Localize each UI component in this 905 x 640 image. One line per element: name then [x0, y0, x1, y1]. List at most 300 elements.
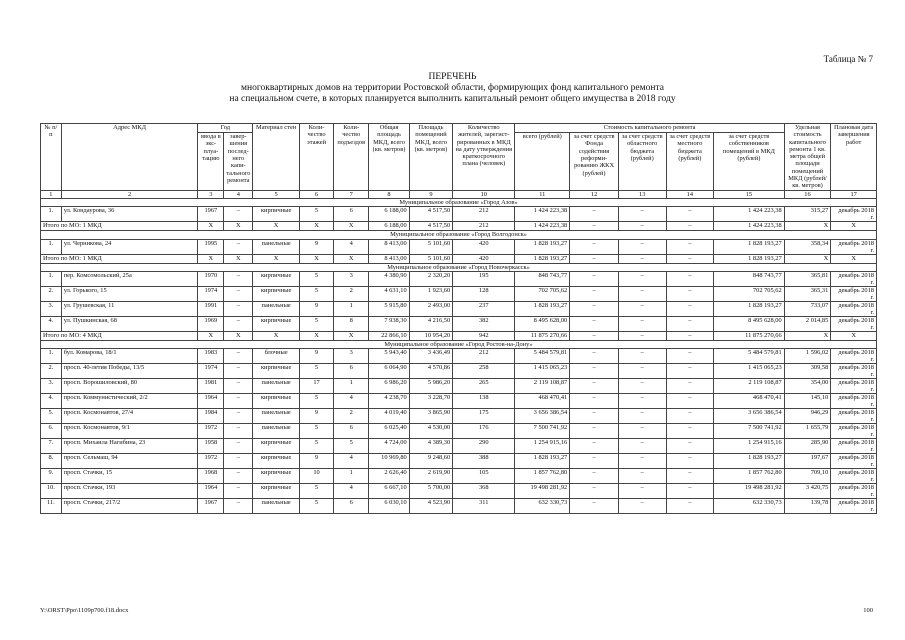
table-cell: 1995	[198, 239, 224, 254]
table-cell: 1 828 193,27	[714, 301, 785, 316]
table-cell: 4 523,90	[409, 499, 453, 514]
table-cell: 3	[334, 271, 369, 286]
total-cell: X	[831, 331, 877, 340]
table-row	[41, 439, 877, 454]
table-cell: 175	[453, 409, 515, 424]
column-number-cell: 14	[666, 190, 714, 198]
total-cell: –	[666, 254, 714, 263]
total-cell: X	[334, 331, 369, 340]
table-cell: –	[618, 499, 666, 514]
table-cell: 5.	[41, 409, 62, 424]
table-cell: –	[570, 484, 619, 499]
total-cell: X	[784, 331, 831, 340]
table-cell: 2.	[41, 364, 62, 379]
table-cell: просп. Космонавтов, 27/4	[61, 409, 198, 424]
table-row	[41, 409, 877, 424]
table-cell: 5	[299, 484, 333, 499]
table-cell: кирпичные	[253, 439, 300, 454]
total-cell: X	[831, 222, 877, 231]
table-cell: –	[224, 409, 253, 424]
table-cell: кирпичные	[253, 364, 300, 379]
total-cell: –	[618, 254, 666, 263]
table-cell: 1983	[198, 349, 224, 364]
table-header	[41, 124, 877, 191]
total-cell: –	[618, 222, 666, 231]
table-cell: ул. Черникова, 24	[61, 239, 198, 254]
table-cell: 2 119 108,87	[515, 379, 570, 394]
column-number-cell: 13	[618, 190, 666, 198]
table-cell: –	[618, 424, 666, 439]
table-row	[41, 499, 877, 514]
column-number-cell: 16	[784, 190, 831, 198]
table-cell: 105	[453, 469, 515, 484]
total-cell: 1 424 223,38	[515, 222, 570, 231]
table-cell: 6 188,00	[369, 207, 409, 222]
table-cell: 128	[453, 286, 515, 301]
table-cell: –	[666, 379, 714, 394]
table-cell: 1 254 915,16	[714, 439, 785, 454]
table-cell: просп. Сельмаш, 94	[61, 454, 198, 469]
total-cell: 5 101,60	[409, 254, 453, 263]
table-cell: 7 500 741,92	[515, 424, 570, 439]
column-number-cell: 6	[299, 190, 333, 198]
table-cell: –	[570, 286, 619, 301]
table-cell: –	[570, 207, 619, 222]
table-cell: 9	[299, 239, 333, 254]
header-address: Адрес МКД	[61, 124, 198, 191]
table-cell: 7.	[41, 439, 62, 454]
table-cell: 354,00	[784, 379, 831, 394]
total-cell: X	[299, 254, 333, 263]
table-cell: –	[224, 207, 253, 222]
table-cell: 1970	[198, 271, 224, 286]
table-cell: кирпичные	[253, 484, 300, 499]
table-cell: 1 857 762,80	[714, 469, 785, 484]
table-cell: 4 530,00	[409, 424, 453, 439]
total-cell: Итого по МО: 1 МКД	[41, 254, 198, 263]
table-cell: 4 570,86	[409, 364, 453, 379]
table-body	[41, 190, 877, 513]
table-cell: –	[618, 439, 666, 454]
table-row	[41, 364, 877, 379]
table-cell: 709,10	[784, 469, 831, 484]
municipality-name: Муниципальное образование «Город Азов»	[41, 198, 877, 206]
table-cell: –	[666, 454, 714, 469]
table-cell: 9	[299, 301, 333, 316]
table-cell: –	[618, 484, 666, 499]
header-cost-total: всего (рублей)	[515, 133, 570, 191]
table-cell: 4 724,00	[369, 439, 409, 454]
table-cell: 5	[299, 316, 333, 331]
table-cell: –	[570, 499, 619, 514]
table-cell: 6 986,20	[369, 379, 409, 394]
table-cell: декабрь 2018 г.	[831, 349, 877, 364]
table-cell: 11.	[41, 499, 62, 514]
header-year-built: ввода в экс-плуа-тацию	[198, 133, 224, 191]
table-cell: 265	[453, 379, 515, 394]
table-cell: 315,27	[784, 207, 831, 222]
table-cell: 420	[453, 239, 515, 254]
table-cell: –	[618, 207, 666, 222]
header-cost-group: Стоимость капитального ремонта	[515, 124, 784, 133]
table-cell: 1	[334, 379, 369, 394]
table-cell: 145,10	[784, 394, 831, 409]
table-cell: –	[666, 364, 714, 379]
table-cell: 848 743,77	[714, 271, 785, 286]
total-cell: X	[224, 331, 253, 340]
table-cell: –	[570, 301, 619, 316]
total-cell: 4 517,50	[409, 222, 453, 231]
table-cell: 5 700,00	[409, 484, 453, 499]
table-cell: 1.	[41, 271, 62, 286]
table-cell: 3	[334, 349, 369, 364]
header-wall: Материал стен	[253, 124, 300, 191]
table-cell: кирпичные	[253, 394, 300, 409]
table-cell: 6	[334, 499, 369, 514]
table-cell: 17	[299, 379, 333, 394]
table-cell: 4 380,90	[369, 271, 409, 286]
table-cell: 309,58	[784, 364, 831, 379]
table-cell: декабрь 2018 г.	[831, 316, 877, 331]
table-cell: –	[224, 439, 253, 454]
column-number-cell: 8	[369, 190, 409, 198]
table-cell: 7 938,30	[369, 316, 409, 331]
table-cell: –	[570, 424, 619, 439]
table-cell: 468 470,41	[515, 394, 570, 409]
table-cell: 1 424 223,38	[714, 207, 785, 222]
total-row	[41, 331, 877, 340]
table-cell: бул. Комарова, 18/1	[61, 349, 198, 364]
table-cell: 632 330,73	[515, 499, 570, 514]
total-cell: Итого по МО: 1 МКД	[41, 222, 198, 231]
total-cell: X	[334, 254, 369, 263]
table-cell: 9	[299, 349, 333, 364]
total-cell: –	[666, 331, 714, 340]
municipality-row	[41, 231, 877, 239]
table-cell: 4 517,50	[409, 207, 453, 222]
table-cell: –	[618, 349, 666, 364]
table-cell: 1 415 065,23	[714, 364, 785, 379]
table-cell: 5 484 579,81	[714, 349, 785, 364]
table-cell: 290	[453, 439, 515, 454]
table-cell: –	[618, 271, 666, 286]
header-num: № п/п	[41, 124, 62, 191]
municipality-name: Муниципальное образование «Город Ростов-на-Дону»	[41, 340, 877, 348]
table-cell: 1974	[198, 364, 224, 379]
table-cell: 1969	[198, 316, 224, 331]
table-cell: 3 656 386,54	[515, 409, 570, 424]
table-cell: 358,34	[784, 239, 831, 254]
table-row	[41, 379, 877, 394]
table-cell: –	[570, 454, 619, 469]
table-cell: декабрь 2018 г.	[831, 301, 877, 316]
total-cell: Итого по МО: 4 МКД	[41, 331, 198, 340]
table-cell: декабрь 2018 г.	[831, 207, 877, 222]
table-cell: просп. Космонавтов, 9/1	[61, 424, 198, 439]
table-cell: 1984	[198, 409, 224, 424]
table-cell: –	[618, 286, 666, 301]
total-cell: –	[666, 222, 714, 231]
total-cell: X	[198, 254, 224, 263]
total-cell: –	[570, 222, 619, 231]
table-cell: 2.	[41, 286, 62, 301]
table-cell: 6 025,40	[369, 424, 409, 439]
table-cell: 6.	[41, 424, 62, 439]
table-row	[41, 207, 877, 222]
table-cell: –	[618, 239, 666, 254]
table-cell: 4 389,30	[409, 439, 453, 454]
table-cell: –	[570, 394, 619, 409]
table-cell: –	[570, 409, 619, 424]
header-unit-cost: Удельная стоимость капитального ремонта 1 кв. метра общей площади помещений МКД (рублей/ кв. метров)	[784, 124, 831, 191]
table-cell: –	[224, 239, 253, 254]
table-cell: 702 705,62	[515, 286, 570, 301]
table-cell: –	[224, 379, 253, 394]
table-cell: декабрь 2018 г.	[831, 499, 877, 514]
table-cell: 1964	[198, 394, 224, 409]
table-cell: кирпичные	[253, 207, 300, 222]
table-cell: декабрь 2018 г.	[831, 424, 877, 439]
table-cell: 1 254 915,16	[515, 439, 570, 454]
table-cell: 1967	[198, 207, 224, 222]
column-number-cell: 15	[714, 190, 785, 198]
table-cell: просп. Коммунистический, 2/2	[61, 394, 198, 409]
table-cell: 2 619,90	[409, 469, 453, 484]
table-cell: –	[570, 271, 619, 286]
table-cell: –	[618, 301, 666, 316]
table-cell: –	[224, 301, 253, 316]
table-cell: 733,07	[784, 301, 831, 316]
table-row	[41, 454, 877, 469]
table-cell: панельные	[253, 409, 300, 424]
table-cell: просп. Ворошиловский, 80	[61, 379, 198, 394]
table-cell: –	[570, 239, 619, 254]
header-cost-regional: за счет средств областного бюджета (рублей)	[618, 133, 666, 191]
table-cell: –	[618, 316, 666, 331]
table-cell: 212	[453, 207, 515, 222]
table-cell: 138	[453, 394, 515, 409]
table-cell: кирпичные	[253, 316, 300, 331]
table-cell: панельные	[253, 379, 300, 394]
table-cell: 6 030,10	[369, 499, 409, 514]
table-cell: 237	[453, 301, 515, 316]
table-row	[41, 316, 877, 331]
total-cell: X	[299, 222, 333, 231]
table-row	[41, 469, 877, 484]
table-cell: 7 500 741,92	[714, 424, 785, 439]
total-cell: 8 413,00	[369, 254, 409, 263]
municipality-row	[41, 340, 877, 348]
table-cell: кирпичные	[253, 469, 300, 484]
table-cell: просп. Стачки, 15	[61, 469, 198, 484]
table-cell: кирпичные	[253, 271, 300, 286]
table-cell: 4	[334, 394, 369, 409]
table-cell: 632 330,73	[714, 499, 785, 514]
table-cell: 2 014,85	[784, 316, 831, 331]
table-cell: 382	[453, 316, 515, 331]
table-cell: 5	[299, 207, 333, 222]
total-cell: X	[224, 222, 253, 231]
table-cell: декабрь 2018 г.	[831, 379, 877, 394]
table-cell: 468 470,41	[714, 394, 785, 409]
total-cell: 1 828 193,27	[515, 254, 570, 263]
table-cell: 19 498 281,92	[714, 484, 785, 499]
column-number-cell: 3	[198, 190, 224, 198]
total-cell: –	[570, 254, 619, 263]
table-cell: панельные	[253, 499, 300, 514]
total-cell: 1 828 193,27	[714, 254, 785, 263]
total-cell: 11 875 270,66	[515, 331, 570, 340]
total-cell: X	[334, 222, 369, 231]
table-cell: 10.	[41, 484, 62, 499]
table-cell: –	[224, 286, 253, 301]
table-cell: –	[224, 484, 253, 499]
table-cell: –	[570, 364, 619, 379]
table-cell: –	[224, 469, 253, 484]
table-cell: 5 943,40	[369, 349, 409, 364]
table-cell: 8 413,00	[369, 239, 409, 254]
table-cell: 3 436,49	[409, 349, 453, 364]
table-cell: –	[666, 409, 714, 424]
table-cell: 1967	[198, 499, 224, 514]
table-cell: ул. Пушкинская, 68	[61, 316, 198, 331]
table-cell: декабрь 2018 г.	[831, 364, 877, 379]
table-cell: 5	[299, 439, 333, 454]
table-cell: панельные	[253, 424, 300, 439]
table-number-label: Таблица № 7	[823, 54, 873, 64]
table-cell: –	[570, 379, 619, 394]
table-cell: 1.	[41, 239, 62, 254]
table-cell: –	[666, 301, 714, 316]
table-row	[41, 484, 877, 499]
table-row	[41, 349, 877, 364]
table-cell: –	[224, 454, 253, 469]
table-cell: 311	[453, 499, 515, 514]
total-cell: 212	[453, 222, 515, 231]
total-cell: X	[253, 254, 300, 263]
table-cell: декабрь 2018 г.	[831, 469, 877, 484]
table-cell: –	[666, 239, 714, 254]
table-cell: 6	[334, 207, 369, 222]
table-cell: 2	[334, 286, 369, 301]
table-cell: 4 216,50	[409, 316, 453, 331]
header-residents: Количество жителей, зарегист-рированных в МКД на дату утверждения краткосрочного плана (человек)	[453, 124, 515, 191]
table-cell: 1 828 193,27	[515, 301, 570, 316]
total-cell: X	[784, 222, 831, 231]
total-cell: X	[224, 254, 253, 263]
table-cell: 3 865,90	[409, 409, 453, 424]
table-cell: –	[666, 484, 714, 499]
table-cell: 1 828 193,27	[515, 454, 570, 469]
table-row	[41, 271, 877, 286]
table-cell: 365,31	[784, 286, 831, 301]
municipality-row	[41, 198, 877, 206]
header-year: Год	[198, 124, 253, 133]
table-cell: 197,67	[784, 454, 831, 469]
table-cell: 285,90	[784, 439, 831, 454]
table-cell: –	[666, 349, 714, 364]
table-row	[41, 394, 877, 409]
table-cell: –	[570, 349, 619, 364]
table-cell: 1991	[198, 301, 224, 316]
table-cell: 4	[334, 484, 369, 499]
table-cell: 1 424 223,38	[515, 207, 570, 222]
table-cell: 1.	[41, 349, 62, 364]
table-cell: 1	[334, 469, 369, 484]
table-cell: 9	[299, 454, 333, 469]
table-cell: 1 828 193,27	[515, 239, 570, 254]
table-cell: 6 667,10	[369, 484, 409, 499]
total-cell: 1 424 223,38	[714, 222, 785, 231]
table-cell: –	[618, 454, 666, 469]
table-cell: –	[666, 499, 714, 514]
table-row	[41, 424, 877, 439]
title-line-2: многоквартирных домов на территории Ростовской области, формирующих фонд капитального ремонта	[241, 83, 664, 93]
table-cell: 1 828 193,27	[714, 239, 785, 254]
table-cell: декабрь 2018 г.	[831, 286, 877, 301]
header-area-premises: Площадь помещений МКД, всего (кв. метров)	[409, 124, 453, 191]
table-cell: просп. 40-летия Победы, 13/5	[61, 364, 198, 379]
table-cell: ул. Грушевская, 11	[61, 301, 198, 316]
table-cell: 365,81	[784, 271, 831, 286]
table-cell: 1 415 065,23	[515, 364, 570, 379]
table-cell: декабрь 2018 г.	[831, 439, 877, 454]
table-cell: –	[666, 286, 714, 301]
column-number-cell: 10	[453, 190, 515, 198]
total-cell: X	[198, 222, 224, 231]
table-cell: декабрь 2018 г.	[831, 239, 877, 254]
table-cell: –	[224, 424, 253, 439]
table-cell: 5	[299, 271, 333, 286]
table-cell: 5 986,20	[409, 379, 453, 394]
total-cell: X	[784, 254, 831, 263]
table-cell: просп. Стачки, 217/2	[61, 499, 198, 514]
table-cell: 5	[299, 499, 333, 514]
table-cell: панельные	[253, 301, 300, 316]
table-cell: 1 857 762,80	[515, 469, 570, 484]
table-cell: просп. Стачки, 193	[61, 484, 198, 499]
table-cell: 702 705,62	[714, 286, 785, 301]
total-cell: 420	[453, 254, 515, 263]
table-cell: 4 631,10	[369, 286, 409, 301]
total-cell: 942	[453, 331, 515, 340]
table-cell: –	[570, 316, 619, 331]
table-cell: 848 743,77	[515, 271, 570, 286]
table-cell: 5 101,60	[409, 239, 453, 254]
header-cost-fund: за счет средств Фонда содействия реформи-рованию ЖКХ (рублей)	[570, 133, 619, 191]
total-cell: 10 954,20	[409, 331, 453, 340]
table-cell: 3.	[41, 379, 62, 394]
table-cell: 4	[334, 454, 369, 469]
table-cell: декабрь 2018 г.	[831, 394, 877, 409]
table-cell: –	[666, 316, 714, 331]
total-cell: –	[618, 331, 666, 340]
table-cell: –	[666, 207, 714, 222]
column-number-cell: 17	[831, 190, 877, 198]
municipality-name: Муниципальное образование «Город Новочеркасск»	[41, 263, 877, 271]
table-cell: 4.	[41, 316, 62, 331]
table-cell: 946,29	[784, 409, 831, 424]
table-cell: 4	[334, 239, 369, 254]
table-cell: 1972	[198, 424, 224, 439]
table-cell: панельные	[253, 239, 300, 254]
table-cell: 3 228,70	[409, 394, 453, 409]
table-cell: 4 238,70	[369, 394, 409, 409]
column-number-row	[41, 190, 877, 198]
table-cell: 5	[334, 439, 369, 454]
table-cell: 3.	[41, 301, 62, 316]
table-cell: –	[570, 469, 619, 484]
